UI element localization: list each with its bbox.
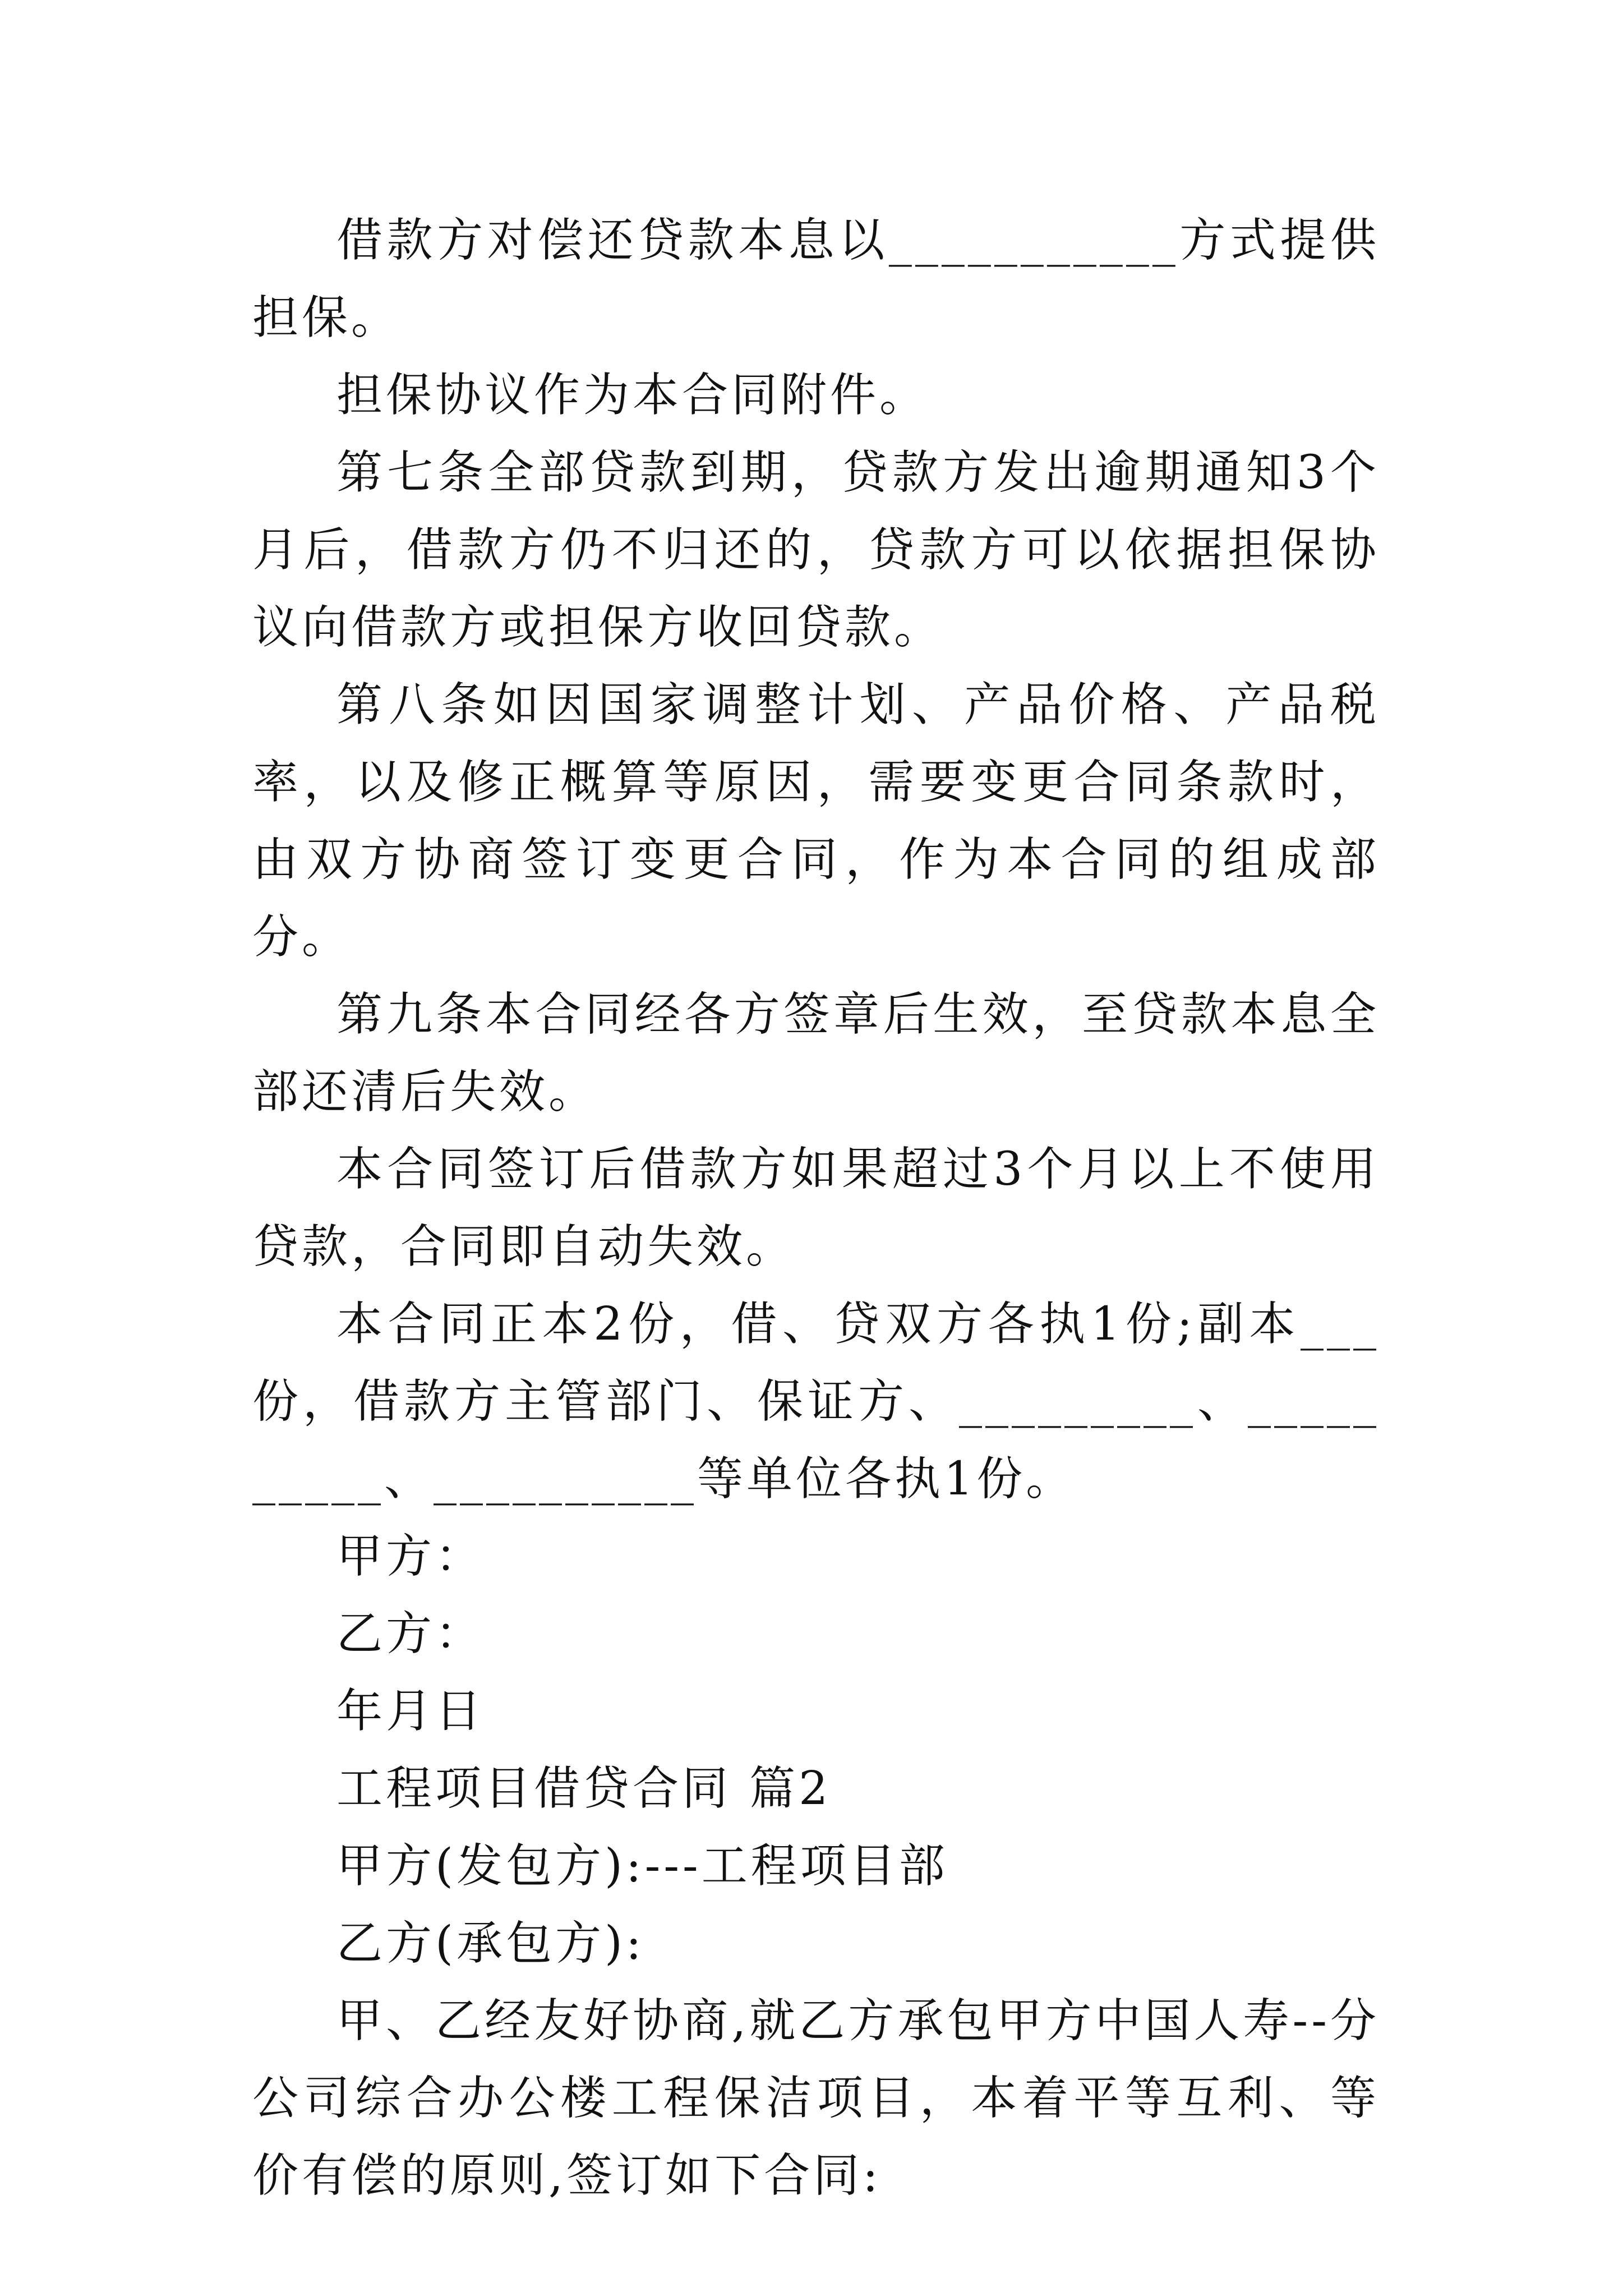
party-a-contractor: 甲方(发包方):---工程项目部: [336, 1839, 948, 1893]
paragraph-guarantee-method: 借款方对偿还贷款本息以___________方式提供担保。: [252, 214, 1380, 344]
paragraph-article-9: 第九条本合同经各方签章后生效，至贷款本息全部还清后失效。: [252, 988, 1380, 1119]
section-heading: 工程项目借贷合同 篇2: [336, 1762, 832, 1815]
party-b-signature: 乙方：: [336, 1607, 485, 1660]
party-a-signature: 甲方：: [336, 1530, 485, 1583]
paragraph-auto-invalid: 本合同签订后借款方如果超过3个月以上不使用贷款，合同即自动失效。: [252, 1143, 1380, 1273]
paragraph-article-7: 第七条全部贷款到期，贷款方发出逾期通知3个月后，借款方仍不归还的，贷款方可以依据担保协议向借款方或担保方收回贷款。: [252, 446, 1380, 654]
paragraph-copies: 本合同正本2份，借、贷双方各执1份;副本___份，借款方主管部门、保证方、_________、__________、__________等单位各执1份。: [252, 1297, 1380, 1506]
document-body: [252, 202, 1380, 2215]
paragraph-preamble: 甲、乙经友好协商,就乙方承包甲方中国人寿--分公司综合办公楼工程保洁项目，本着平等互利、等价有偿的原则,签订如下合同:: [252, 1994, 1380, 2202]
party-b-contractor: 乙方(承包方):: [336, 1917, 645, 1970]
paragraph-guarantee-annex: 担保协议作为本合同附件。: [336, 369, 929, 422]
signing-date: 年月日: [336, 1685, 485, 1738]
paragraph-article-8: 第八条如因国家调整计划、产品价格、产品税率，以及修正概算等原因，需要变更合同条款时，由双方协商签订变更合同，作为本合同的组成部分。: [252, 678, 1380, 964]
